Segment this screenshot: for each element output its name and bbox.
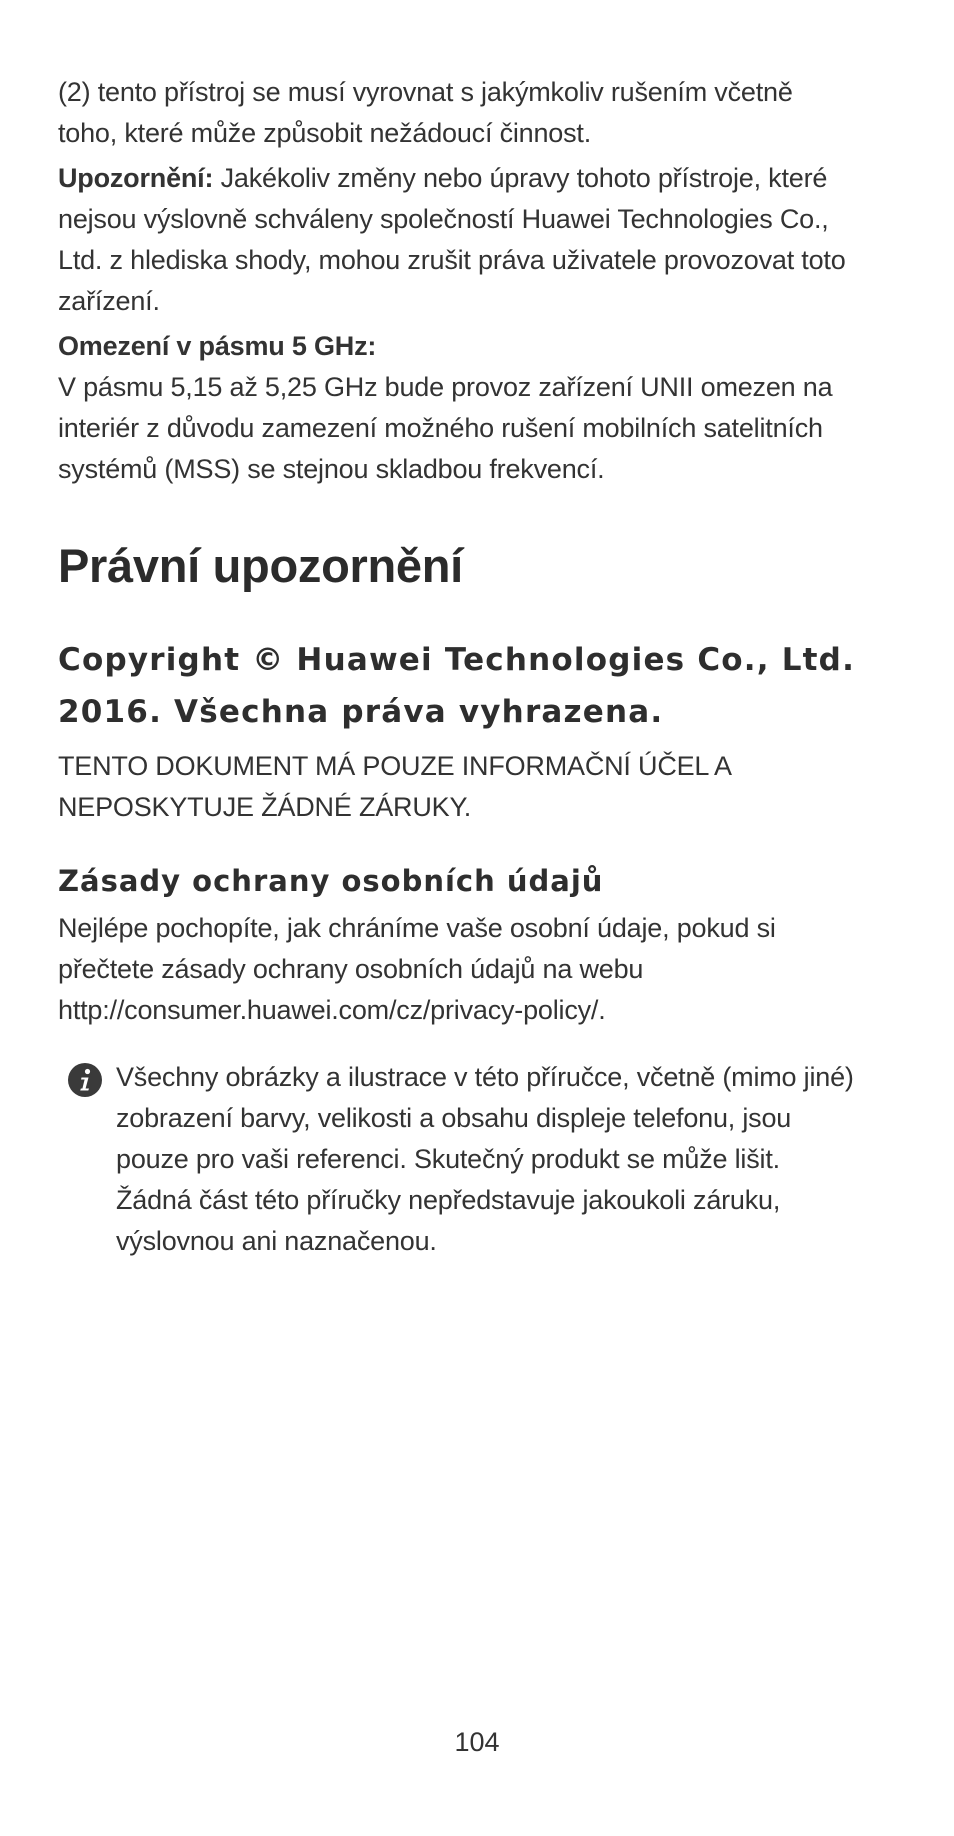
warning-label: Upozornění: xyxy=(58,163,214,193)
disclaimer-text: TENTO DOKUMENT MÁ POUZE INFORMAČNÍ ÚČEL A NEPOSKYTUJE ŽÁDNÉ ZÁRUKY. xyxy=(58,751,731,822)
warning-text: Jakékoliv změny nebo úpravy tohoto přístroje, které nejsou výslovně schváleny společností Huawei Technologies Co., Ltd. z hlediska shody, mohou zrušit práva uživatele provozovat toto zařízení. xyxy=(58,163,846,316)
section-title-legal: Právní upozornění xyxy=(58,539,463,592)
privacy-text: Nejlépe pochopíte, jak chráníme vaše osobní údaje, pokud si přečtete zásady ochrany osobních údajů na webu http://consumer.huawei.com/cz/privacy-policy/. xyxy=(58,913,776,1025)
note-text: Všechny obrázky a ilustrace v této příručce, včetně (mimo jiné) zobrazení barvy, velikosti a obsahu displeje telefonu, jsou pouze pro vaši referenci. Skutečný produkt se může lišit. Žádná část této příručky nepředstavuje jakoukoli záruku, výslovnou ani naznačenou. xyxy=(116,1062,854,1256)
paragraph-band: V pásmu 5,15 až 5,25 GHz bude provoz zařízení UNII omezen na interiér z důvodu zamezení možného rušení mobilních satelitních systémů (MSS) se stejnou skladbou frekvencí. xyxy=(58,372,833,484)
copyright-notice: Copyright © Huawei Technologies Co., Ltd. 2016. Všechna práva vyhrazena. xyxy=(58,642,856,730)
privacy-heading: Zásady ochrany osobních údajů xyxy=(58,864,604,898)
document-page xyxy=(58,72,858,1262)
info-note xyxy=(58,1057,858,1262)
band-heading: Omezení v pásmu 5 GHz: xyxy=(58,331,377,361)
paragraph-warning xyxy=(58,158,858,322)
paragraph-interference: (2) tento přístroj se musí vyrovnat s jakýmkoliv rušením včetně toho, které může způsobit nežádoucí činnost. xyxy=(58,77,793,148)
info-icon xyxy=(67,1062,103,1098)
page-number: 104 xyxy=(454,1727,500,1757)
